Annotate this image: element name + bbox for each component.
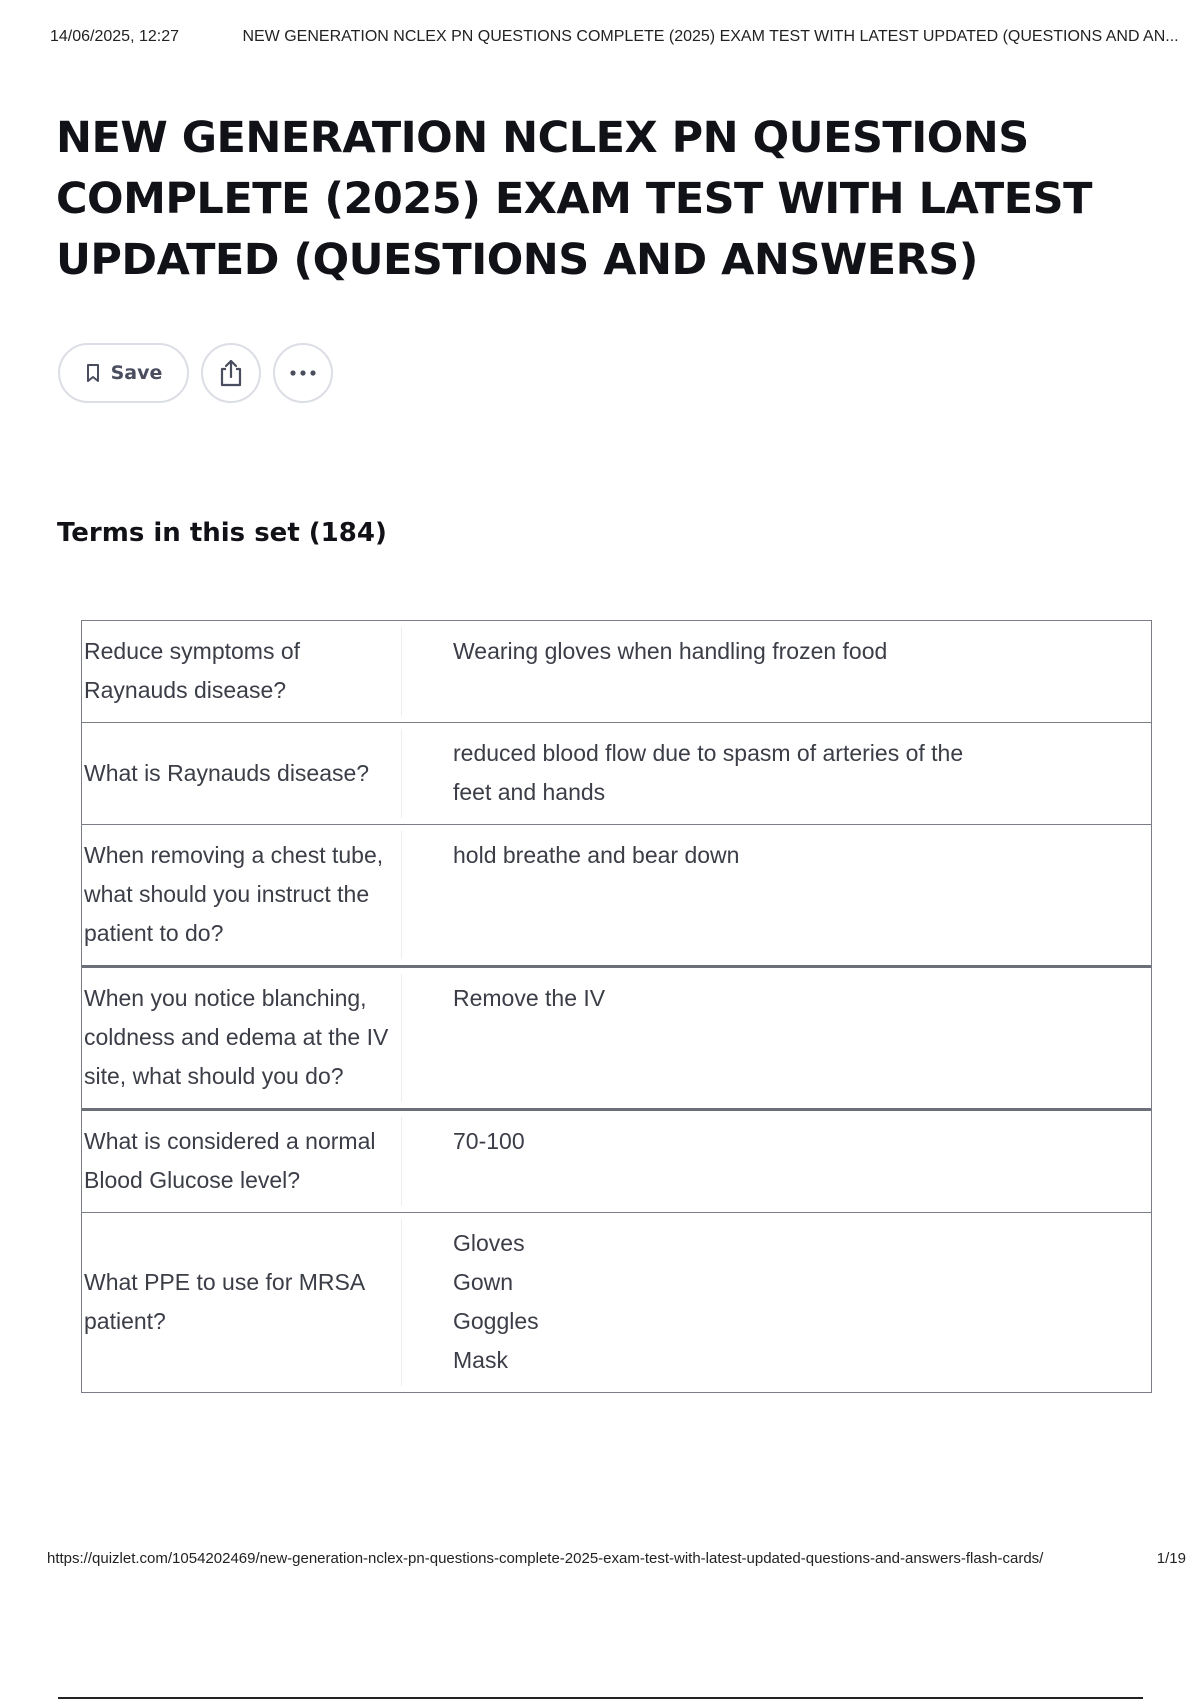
definition-line: feet and hands	[453, 779, 606, 805]
more-options-button[interactable]	[273, 343, 333, 403]
definition-cell	[402, 729, 1151, 818]
term-cell: What is Raynauds disease?	[82, 729, 402, 818]
definition-cell	[402, 831, 1151, 959]
definition-line: Wearing gloves when handling frozen food	[453, 638, 888, 664]
page-number: 1/19	[1156, 1550, 1186, 1567]
definition-line: Mask	[453, 1347, 508, 1373]
table-row	[82, 825, 1151, 968]
term-cell: When removing a chest tube, what should you instruct the patient to do?	[82, 831, 402, 959]
definition-cell	[402, 974, 1151, 1102]
table-row	[82, 1111, 1151, 1213]
bookmark-icon	[85, 363, 101, 383]
page-title-line: NEW GENERATION NCLEX PN QUESTIONS	[56, 113, 1029, 163]
definition-cell	[402, 1219, 1151, 1386]
definition-line: hold breathe and bear down	[453, 842, 740, 868]
page-title	[56, 108, 1116, 291]
save-button-label: Save	[110, 362, 163, 384]
action-bar	[58, 343, 333, 403]
terms-heading: Terms in this set (184)	[57, 518, 387, 548]
page-url: https://quizlet.com/1054202469/new-generation-nclex-pn-questions-complete-2025-exam-test-with-latest-updated-questions-and-answers-flash-cards/	[47, 1550, 1044, 1567]
print-datetime: 14/06/2025, 12:27	[50, 28, 180, 45]
divider	[58, 1697, 1143, 1699]
definition-line: reduced blood flow due to spasm of arteries of the	[453, 740, 964, 766]
page-title-line: UPDATED (QUESTIONS AND ANSWERS)	[56, 235, 978, 285]
table-row	[82, 621, 1151, 723]
terms-table	[81, 620, 1152, 1393]
definition-cell	[402, 627, 1151, 716]
term-cell: Reduce symptoms of Raynauds disease?	[82, 627, 402, 716]
term-cell: What is considered a normal Blood Glucose level?	[82, 1117, 402, 1206]
print-page-title: NEW GENERATION NCLEX PN QUESTIONS COMPLETE (2025) EXAM TEST WITH LATEST UPDATED (QUESTIONS AND AN...	[242, 28, 1179, 45]
print-header	[50, 28, 1186, 46]
definition-line: Goggles	[453, 1308, 539, 1334]
definition-line: 70-100	[453, 1128, 525, 1154]
table-row	[82, 968, 1151, 1111]
definition-line: Gloves	[453, 1230, 525, 1256]
share-button[interactable]	[201, 343, 261, 403]
save-button[interactable]	[58, 343, 189, 403]
definition-line: Gown	[453, 1269, 514, 1295]
definition-line: Remove the IV	[453, 985, 606, 1011]
term-cell: What PPE to use for MRSA patient?	[82, 1219, 402, 1386]
more-options-icon	[289, 369, 317, 377]
table-row	[82, 723, 1151, 825]
definition-cell	[402, 1117, 1151, 1206]
print-footer	[47, 1550, 1186, 1567]
page-title-line: COMPLETE (2025) EXAM TEST WITH LATEST	[56, 174, 1092, 224]
term-cell: When you notice blanching, coldness and edema at the IV site, what should you do?	[82, 974, 402, 1102]
share-icon	[217, 358, 245, 388]
table-row	[82, 1213, 1151, 1392]
